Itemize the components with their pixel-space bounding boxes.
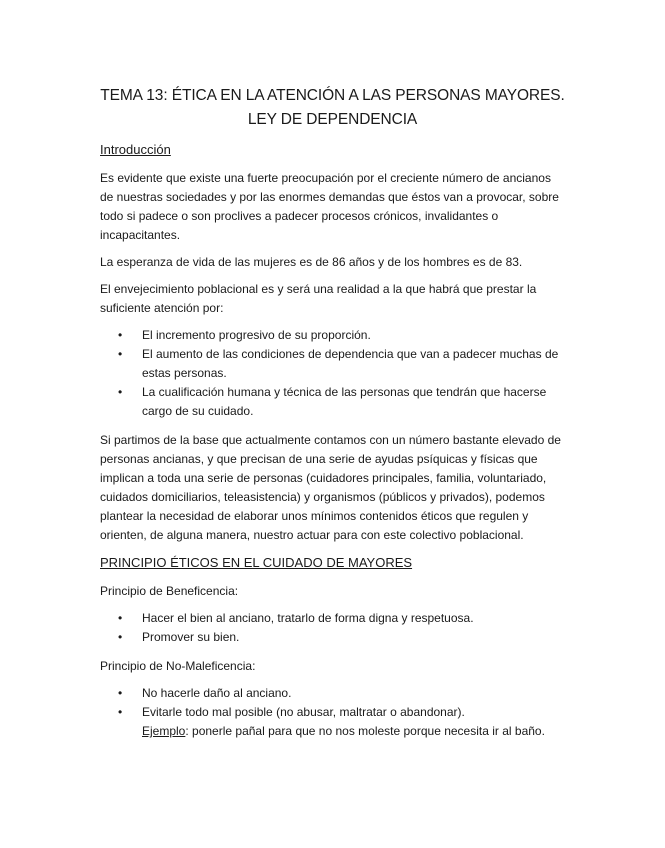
list-item — [100, 684, 565, 703]
reasons-list — [100, 326, 565, 421]
bullet-icon: • — [118, 611, 123, 625]
list-item-text: El incremento progresivo de su proporción. — [142, 328, 371, 342]
intro-paragraph-4: Si partimos de la base que actualmente contamos con un número bastante elevado de personas ancianas, y que precisan de una serie de ayudas psíquicas y físicas que implican a toda una serie de personas (cuidadores principales, familia, voluntariado, cuidados domiciliarios, teleasistencia) y organismos (públicos y privados), podemos plantear la necesidad de elaborar unos mínimos contenidos éticos que regulen y orienten, de alguna manera, nuestro actuar para con este colectivo poblacional. — [100, 433, 561, 542]
example-text: : ponerle pañal para que no nos moleste porque necesita ir al baño. — [185, 724, 545, 738]
principles-heading: PRINCIPIO ÉTICOS EN EL CUIDADO DE MAYORES — [100, 555, 413, 570]
example-label: Ejemplo — [142, 724, 186, 738]
bullet-icon: • — [118, 686, 123, 700]
list-item-text: El aumento de las condiciones de dependencia que van a padecer muchas de estas personas. — [142, 347, 559, 380]
intro-paragraph-2: La esperanza de vida de las mujeres es de 86 años y de los hombres es de 83. — [100, 255, 523, 269]
bullet-icon: • — [118, 328, 123, 342]
intro-heading: Introducción — [100, 142, 171, 157]
title-line-2: LEY DE DEPENDENCIA — [247, 111, 418, 128]
list-item-text: Hacer el bien al anciano, tratarlo de forma digna y respetuosa. — [142, 611, 474, 625]
list-item — [100, 703, 565, 741]
list-item — [100, 326, 565, 345]
list-item-text: No hacerle daño al anciano. — [142, 686, 292, 700]
list-item — [100, 609, 565, 628]
list-item — [100, 345, 565, 383]
beneficence-list — [100, 609, 565, 647]
bullet-icon: • — [118, 347, 123, 361]
bullet-icon: • — [118, 630, 123, 644]
bullet-icon: • — [118, 705, 123, 719]
document-title — [100, 84, 565, 132]
nonmaleficence-label: Principio de No-Maleficencia: — [100, 659, 256, 673]
intro-paragraph-3: El envejecimiento poblacional es y será una realidad a la que habrá que prestar la suficiente atención por: — [100, 282, 537, 315]
list-item-text: La cualificación humana y técnica de las personas que tendrán que hacerse cargo de su cuidado. — [142, 385, 547, 418]
beneficence-label: Principio de Beneficencia: — [100, 584, 239, 598]
list-item — [100, 383, 565, 421]
bullet-icon: • — [118, 385, 123, 399]
list-item-text: Evitarle todo mal posible (no abusar, maltratar o abandonar). — [142, 705, 465, 719]
intro-paragraph-1: Es evidente que existe una fuerte preocupación por el creciente número de ancianos de nuestras sociedades y por las enormes demandas que éstos van a provocar, sobre todo si padece o son proclives a padecer procesos crónicos, invalidantes o incapacitantes. — [100, 171, 559, 242]
nonmaleficence-list — [100, 684, 565, 741]
list-item — [100, 628, 565, 647]
title-line-1: TEMA 13: ÉTICA EN LA ATENCIÓN A LAS PERSONAS MAYORES. — [100, 87, 565, 104]
list-item-text: Promover su bien. — [142, 630, 240, 644]
